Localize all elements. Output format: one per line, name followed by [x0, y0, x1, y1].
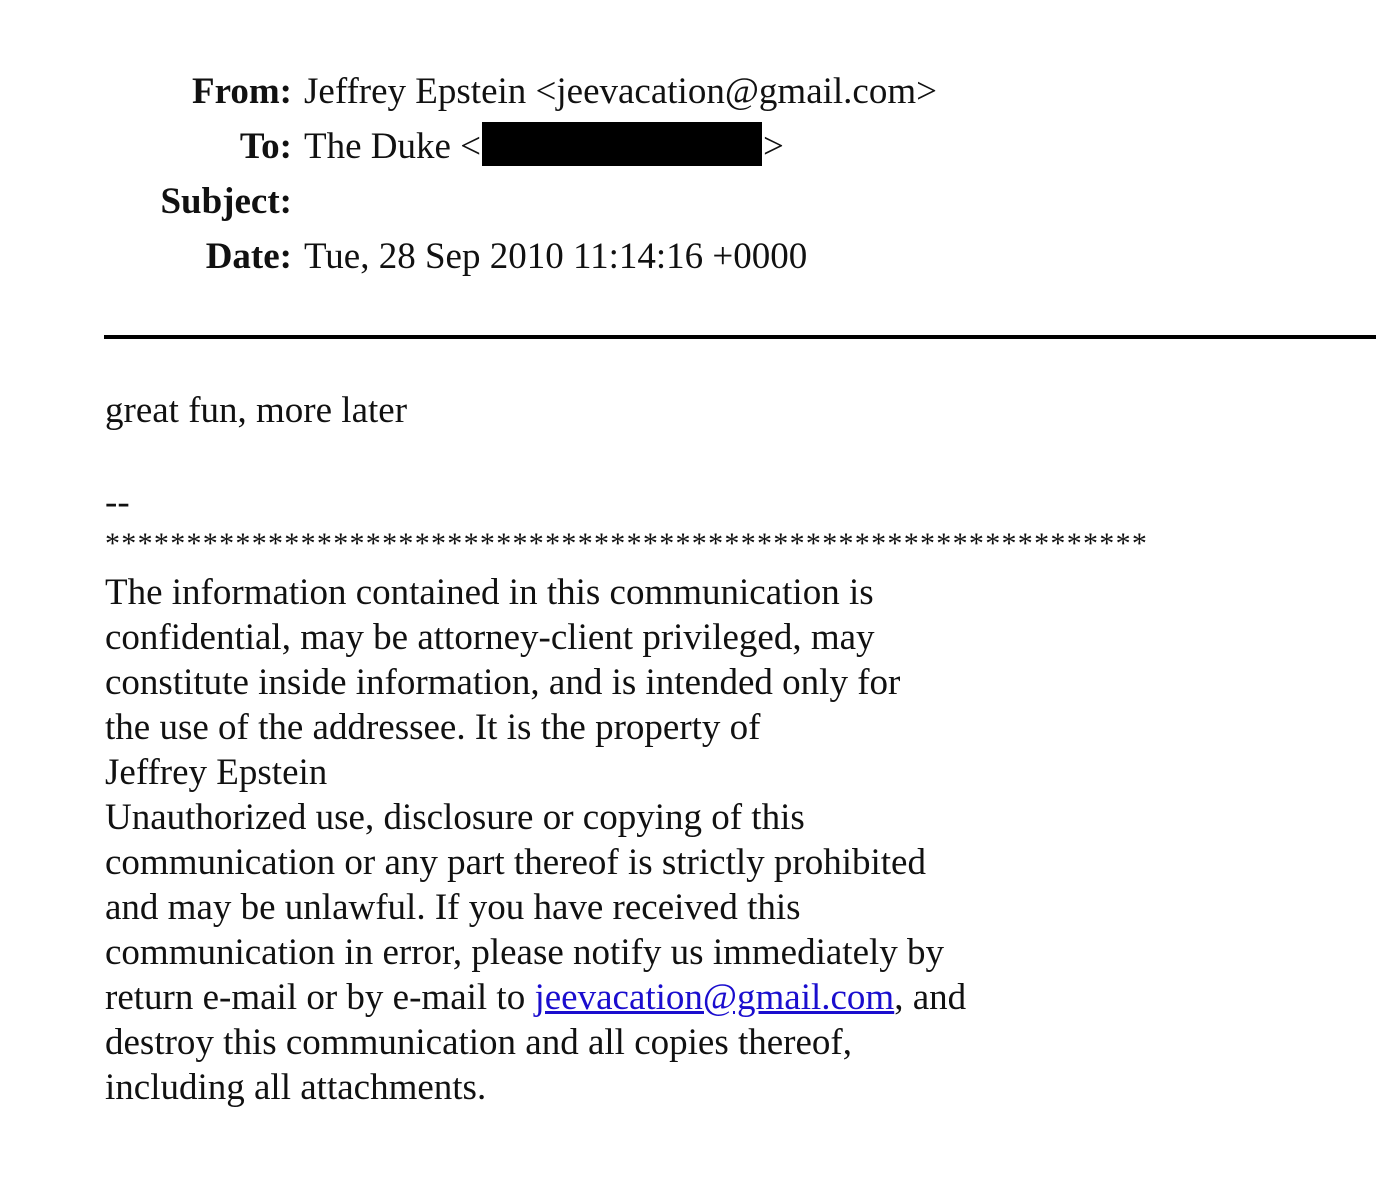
disclaimer-line: constitute inside information, and is intended only for: [105, 662, 901, 703]
disclaimer-line: destroy this communication and all copies thereof,: [105, 1022, 852, 1063]
disclaimer-email-line: [105, 975, 966, 1020]
disclaimer-line: communication or any part thereof is strictly prohibited: [105, 842, 926, 883]
to-row: [0, 119, 1376, 174]
subject-label: Subject:: [160, 181, 292, 222]
date-label: Date:: [205, 236, 292, 277]
to-value-close: >: [763, 126, 784, 167]
disclaimer-line: the use of the addressee. It is the property of: [105, 707, 761, 748]
signature-separator: --: [105, 482, 130, 523]
email-header: [0, 64, 1376, 284]
from-row: [0, 64, 1376, 119]
to-value: [304, 119, 784, 174]
disclaimer-email-prefix: return e-mail or by e-mail to: [105, 977, 535, 1018]
to-label: To:: [239, 126, 292, 167]
email-link[interactable]: jeevacation@gmail.com: [534, 977, 895, 1018]
disclaimer-line: including all attachments.: [105, 1067, 487, 1108]
date-value: Tue, 28 Sep 2010 11:14:16 +0000: [304, 236, 808, 277]
date-row: [0, 229, 1376, 284]
redaction-block: [482, 122, 762, 166]
disclaimer-line: communication in error, please notify us immediately by: [105, 932, 945, 973]
asterisk-divider: ****************************************************************: [105, 527, 1149, 560]
from-value: Jeffrey Epstein <jeevacation@gmail.com>: [304, 71, 937, 112]
header-divider: [104, 335, 1376, 339]
disclaimer-line: Unauthorized use, disclosure or copying of this: [105, 797, 805, 838]
from-label: From:: [192, 71, 292, 112]
confidentiality-disclaimer: [105, 570, 966, 1110]
disclaimer-line: and may be unlawful. If you have received this: [105, 887, 801, 928]
message-body: great fun, more later: [105, 390, 408, 431]
disclaimer-line: confidential, may be attorney-client privileged, may: [105, 617, 875, 658]
subject-row: [0, 174, 1376, 229]
disclaimer-line: The information contained in this communication is: [105, 572, 874, 613]
disclaimer-email-suffix: , and: [894, 977, 967, 1018]
to-value-name: The Duke <: [304, 126, 482, 167]
disclaimer-line: Jeffrey Epstein: [105, 752, 328, 793]
